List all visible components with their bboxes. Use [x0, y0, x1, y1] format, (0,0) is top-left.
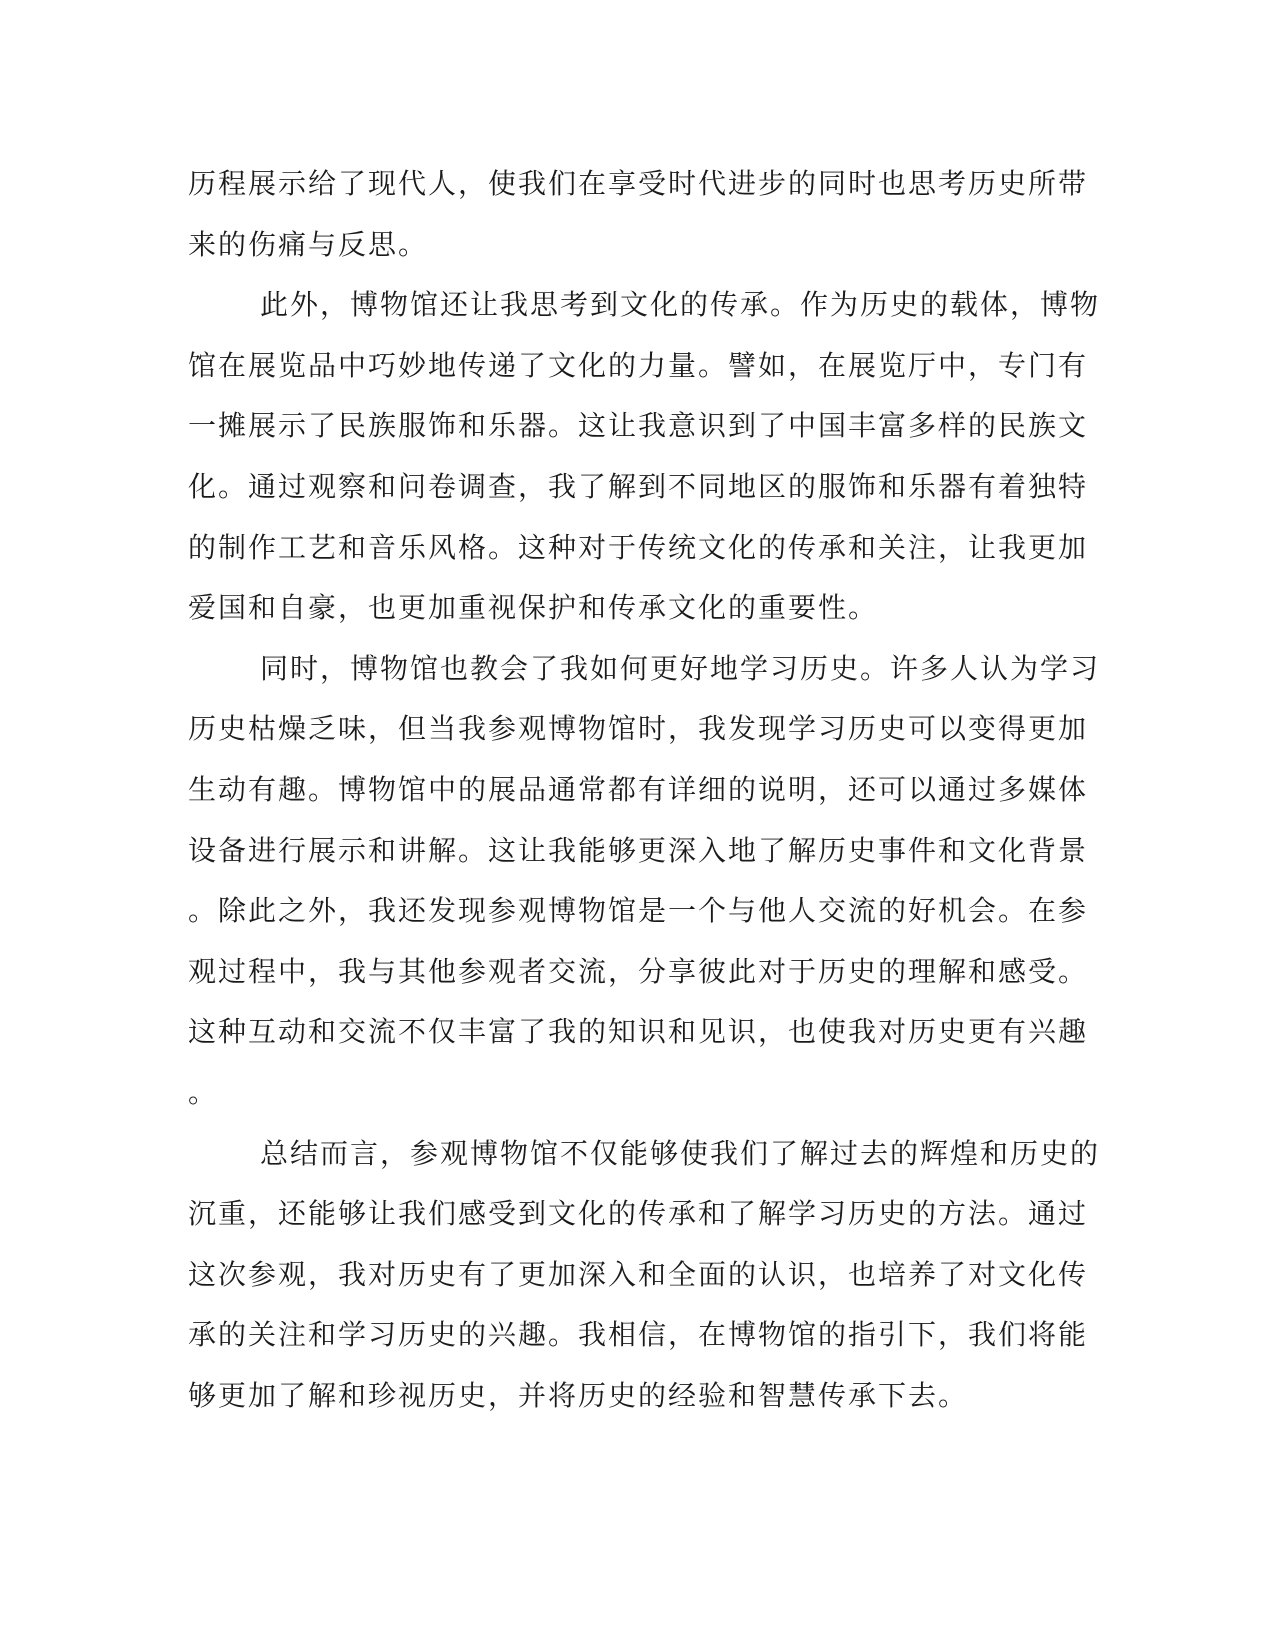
paragraph-continuation: [188, 154, 1089, 275]
text-line: 馆在展览品中巧妙地传递了文化的力量。譬如，在展览厅中，专门有: [188, 348, 1089, 382]
text-line: 这次参观，我对历史有了更加深入和全面的认识，也培养了对文化传: [188, 1257, 1089, 1291]
paragraph-conclusion: [188, 1124, 1101, 1427]
text-line: 。: [188, 1075, 219, 1109]
paragraph-cultural-heritage: [188, 275, 1101, 639]
text-line: 设备进行展示和讲解。这让我能够更深入地了解历史事件和文化背景: [188, 833, 1089, 867]
paragraph-learning-history: [188, 639, 1101, 1124]
text-line: 爱国和自豪，也更加重视保护和传承文化的重要性。: [188, 591, 879, 625]
document-body: [188, 154, 1101, 1426]
text-line: 总结而言，参观博物馆不仅能够使我们了解过去的辉煌和历史的: [260, 1136, 1101, 1170]
text-line: 此外，博物馆还让我思考到文化的传承。作为历史的载体，博物: [260, 288, 1101, 322]
text-line: 来的伤痛与反思。: [188, 227, 429, 261]
text-line: 的制作工艺和音乐风格。这种对于传统文化的传承和关注，让我更加: [188, 530, 1089, 564]
text-line: 。除此之外，我还发现参观博物馆是一个与他人交流的好机会。在参: [188, 894, 1089, 928]
text-line: 承的关注和学习历史的兴趣。我相信，在博物馆的指引下，我们将能: [188, 1318, 1089, 1352]
text-line: 这种互动和交流不仅丰富了我的知识和见识，也使我对历史更有兴趣: [188, 1015, 1089, 1049]
text-line: 一摊展示了民族服饰和乐器。这让我意识到了中国丰富多样的民族文: [188, 409, 1089, 443]
text-line: 历史枯燥乏味，但当我参观博物馆时，我发现学习历史可以变得更加: [188, 712, 1089, 746]
text-line: 沉重，还能够让我们感受到文化的传承和了解学习历史的方法。通过: [188, 1197, 1089, 1231]
text-line: 观过程中，我与其他参观者交流，分享彼此对于历史的理解和感受。: [188, 954, 1089, 988]
text-line: 生动有趣。博物馆中的展品通常都有详细的说明，还可以通过多媒体: [188, 772, 1089, 806]
text-line: 同时，博物馆也教会了我如何更好地学习历史。许多人认为学习: [260, 651, 1101, 685]
text-line: 历程展示给了现代人，使我们在享受时代进步的同时也思考历史所带: [188, 167, 1089, 200]
text-line: 化。通过观察和问卷调查，我了解到不同地区的服饰和乐器有着独特: [188, 469, 1089, 503]
text-line: 够更加了解和珍视历史，并将历史的经验和智慧传承下去。: [188, 1378, 969, 1412]
